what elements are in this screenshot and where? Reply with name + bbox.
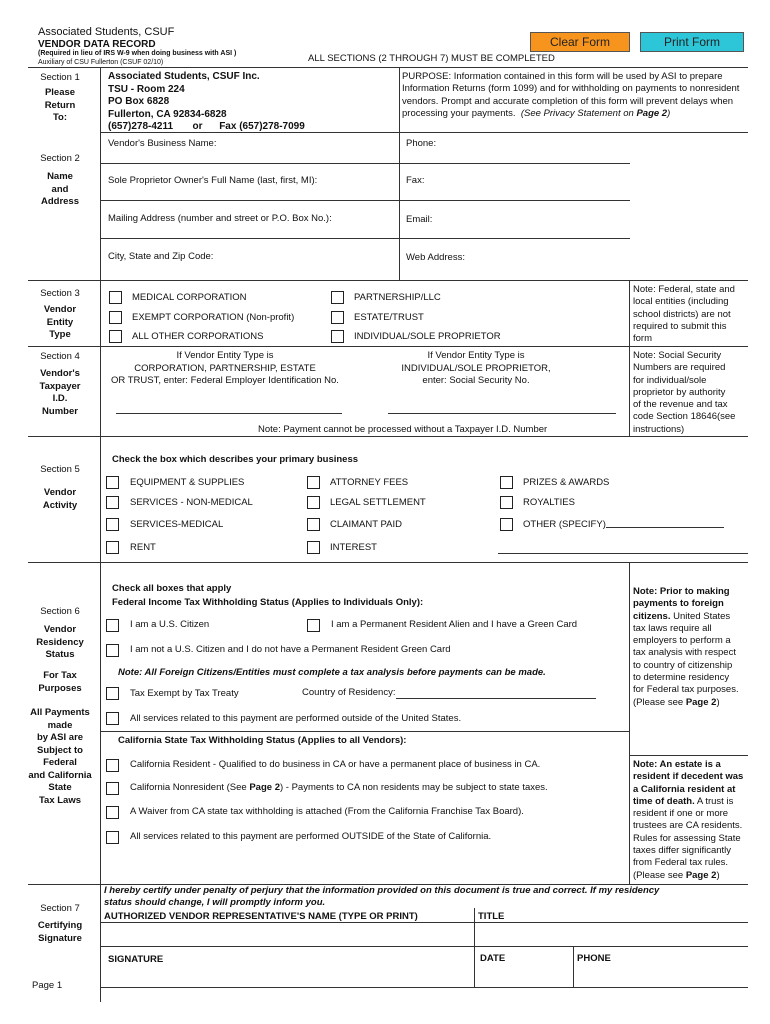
tax-exempt-checkbox[interactable] xyxy=(106,687,119,700)
section6-label: Section 6 xyxy=(40,606,80,617)
rep-name-input-line[interactable] xyxy=(100,946,748,947)
section5-title: Vendor Activity xyxy=(42,487,78,511)
interest-checkbox[interactable] xyxy=(307,541,320,554)
all-other-corporations-checkbox[interactable] xyxy=(109,330,122,343)
rule xyxy=(100,200,630,201)
other-specify-line-1[interactable] xyxy=(606,527,724,528)
green-card-checkbox[interactable] xyxy=(307,619,320,632)
other-specify-label: OTHER (SPECIFY) xyxy=(523,519,606,530)
section1-2-mid-divider xyxy=(399,68,400,280)
page-number: Page 1 xyxy=(32,980,63,991)
tax-exempt-label: Tax Exempt by Tax Treaty xyxy=(130,688,239,699)
rule xyxy=(474,908,475,988)
auxiliary-note: Auxiliary of CSU Fullerton (CSUF 02/10) xyxy=(38,59,164,66)
us-citizen-checkbox[interactable] xyxy=(106,619,119,632)
partnership-checkbox[interactable] xyxy=(331,291,344,304)
all-sections-note: ALL SECTIONS (2 THROUGH 7) MUST BE COMPLETED xyxy=(308,53,555,64)
rent-checkbox[interactable] xyxy=(106,541,119,554)
services-medical-checkbox[interactable] xyxy=(106,518,119,531)
form-subtitle: (Required in lieu of IRS W-9 when doing business with ASI ) xyxy=(38,50,237,57)
rule xyxy=(629,755,748,756)
fein-input-line[interactable] xyxy=(116,413,342,414)
all-payments-note: All Payments made by ASI are Subject to Federal and California State Tax Laws xyxy=(28,707,92,806)
exempt-corporation-label: EXEMPT CORPORATION (Non-profit) xyxy=(132,312,295,323)
email-field[interactable]: Email: xyxy=(406,214,433,225)
rule xyxy=(100,238,630,239)
signature-label: SIGNATURE xyxy=(108,954,164,965)
entity-note: Note: Federal, state and local entities (including school districts) are not required to submit this form xyxy=(633,284,735,345)
ssn-input-line[interactable] xyxy=(388,413,616,414)
us-citizen-label: I am a U.S. Citizen xyxy=(130,619,210,630)
rent-label: RENT xyxy=(130,542,156,553)
ssn-instructions: If Vendor Entity Type is INDIVIDUAL/SOLE PROPRIETOR, enter: Social Security No. xyxy=(401,350,551,386)
left-divider xyxy=(100,68,101,1002)
section3-label: Section 3 xyxy=(40,288,80,299)
prizes-awards-checkbox[interactable] xyxy=(500,476,513,489)
section7-title: Certifying Signature xyxy=(37,920,83,944)
estate-note: Note: An estate is a resident if decedent was a California resident at time of death. A trust is resident if one or more trustees are CA residents. Rules for assessing State taxes differ significantly from Federal tax rules. (Please see Page 2) xyxy=(633,759,744,881)
prizes-awards-label: PRIZES & AWARDS xyxy=(523,477,610,488)
country-of-residency-label: Country of Residency: xyxy=(302,687,396,698)
section6-title: Vendor Residency Status xyxy=(36,624,84,660)
owner-name-field[interactable]: Sole Proprietor Owner's Full Name (last, first, MI): xyxy=(108,175,318,186)
primary-business-heading: Check the box which describes your primary business xyxy=(112,454,359,465)
section1-title: Please Return To: xyxy=(44,87,76,123)
certification-statement: I hereby certify under penalty of perjury that the information provided on this document is true and correct. If my residency status should change, I will promptly inform you. xyxy=(104,885,660,908)
section2-label: Section 2 xyxy=(40,153,80,164)
claimant-paid-label: CLAIMANT PAID xyxy=(330,519,402,530)
ca-nonresident-checkbox[interactable] xyxy=(106,782,119,795)
date-label: DATE xyxy=(480,953,506,964)
section5-label: Section 5 xyxy=(40,464,80,475)
section1-bottom-rule xyxy=(100,132,748,133)
check-all-heading: Check all boxes that apply xyxy=(112,583,232,594)
individual-checkbox[interactable] xyxy=(331,330,344,343)
federal-heading: Federal Income Tax Withholding Status (Applies to Individuals Only): xyxy=(112,597,424,608)
fax-field[interactable]: Fax: xyxy=(406,175,425,186)
rep-name-label: AUTHORIZED VENDOR REPRESENTATIVE'S NAME (TYPE OR PRINT) xyxy=(104,911,418,922)
estate-trust-label: ESTATE/TRUST xyxy=(354,312,424,323)
ssn-note: Note: Social Security Numbers are required for individual/sole proprietor by authority of the revenue and tax code Section 18646(see instructions) xyxy=(633,350,736,435)
other-specify-checkbox[interactable] xyxy=(500,518,513,531)
print-form-button[interactable]: Print Form xyxy=(640,32,744,52)
rule xyxy=(100,163,630,164)
individual-label: INDIVIDUAL/SOLE PROPRIETOR xyxy=(354,331,501,342)
fein-instructions: If Vendor Entity Type is CORPORATION, PARTNERSHIP, ESTATE OR TRUST, enter: Federal Employer Identification No. xyxy=(111,350,339,386)
rule xyxy=(629,280,630,436)
section2-title: Name and Address xyxy=(40,171,79,207)
form-title: VENDOR DATA RECORD xyxy=(38,39,156,50)
web-address-field[interactable]: Web Address: xyxy=(406,252,465,263)
ca-nonresident-label: California Nonresident (See Page 2) - Payments to CA non residents may be subject to state taxes. xyxy=(130,782,548,793)
ca-outside-checkbox[interactable] xyxy=(106,831,119,844)
legal-settlement-checkbox[interactable] xyxy=(307,496,320,509)
city-state-zip-field[interactable]: City, State and Zip Code: xyxy=(108,251,214,262)
phone-label: PHONE xyxy=(577,953,611,964)
royalties-label: ROYALTIES xyxy=(523,497,575,508)
foreign-citizen-note: Note: Prior to making payments to foreign citizens. United States tax laws require all employers to perform a tax analysis with respect to country of citizenship to determine residency for Federal tax purposes. (Please see Page 2) xyxy=(633,586,739,708)
rule xyxy=(28,562,748,563)
outside-us-checkbox[interactable] xyxy=(106,712,119,725)
all-other-corporations-label: ALL OTHER CORPORATIONS xyxy=(132,331,264,342)
mailing-address-field[interactable]: Mailing Address (number and street or P.O. Box No.): xyxy=(108,213,332,224)
top-rule xyxy=(28,67,748,68)
business-name-field[interactable]: Vendor's Business Name: xyxy=(108,138,217,149)
equipment-label: EQUIPMENT & SUPPLIES xyxy=(130,477,245,488)
clear-form-button[interactable]: Clear Form xyxy=(530,32,630,52)
return-address: Associated Students, CSUF Inc. TSU - Room 224 PO Box 6828 Fullerton, CA 92834-6828 (657)278-4211 or Fax (657)278-7099 xyxy=(108,71,305,132)
medical-corporation-label: MEDICAL CORPORATION xyxy=(132,292,247,303)
ca-heading: California State Tax Withholding Status (Applies to all Vendors): xyxy=(118,735,407,746)
section3-title: Vendor Entity Type xyxy=(43,304,77,340)
legal-settlement-label: LEGAL SETTLEMENT xyxy=(330,497,426,508)
title-label: TITLE xyxy=(478,911,505,922)
medical-corporation-checkbox[interactable] xyxy=(109,291,122,304)
rule xyxy=(28,346,748,347)
ca-resident-checkbox[interactable] xyxy=(106,759,119,772)
rule xyxy=(100,731,630,732)
other-specify-line-2[interactable] xyxy=(498,553,748,554)
purpose-statement: PURPOSE: Information contained in this form will be used by ASI to prepare Information Returns (form 1099) and for withholding on payments to nonresident vendors. Prompt and accurate completion of this form will prevent delays when processing your payments. (See Privacy Statement on Page 2) xyxy=(402,71,740,119)
outside-us-label: All services related to this payment are performed outside of the United States. xyxy=(130,713,462,724)
interest-label: INTEREST xyxy=(330,542,377,553)
section1-label: Section 1 xyxy=(40,72,80,83)
rule xyxy=(100,922,748,923)
ca-resident-label: California Resident - Qualified to do business in CA or have a permanent place of business in CA. xyxy=(130,759,541,770)
section4-title: Vendor's Taxpayer I.D. Number xyxy=(39,368,81,417)
rule xyxy=(629,562,630,884)
section4-label: Section 4 xyxy=(40,351,80,362)
claimant-paid-checkbox[interactable] xyxy=(307,518,320,531)
estate-trust-checkbox[interactable] xyxy=(331,311,344,324)
services-nonmedical-checkbox[interactable] xyxy=(106,496,119,509)
green-card-label: I am a Permanent Resident Alien and I have a Green Card xyxy=(331,619,578,630)
org-name: Associated Students, CSUF xyxy=(38,26,175,38)
payment-note: Note: Payment cannot be processed without a Taxpayer I.D. Number xyxy=(258,424,548,435)
country-of-residency-input[interactable] xyxy=(396,698,596,699)
foreign-citizens-note: Note: All Foreign Citizens/Entities must complete a tax analysis before payments can be made. xyxy=(118,667,546,678)
royalties-checkbox[interactable] xyxy=(500,496,513,509)
ca-outside-label: All services related to this payment are performed OUTSIDE of the State of California. xyxy=(130,831,492,842)
exempt-corporation-checkbox[interactable] xyxy=(109,311,122,324)
attorney-fees-label: ATTORNEY FEES xyxy=(330,477,409,488)
section7-label: Section 7 xyxy=(40,903,80,914)
not-citizen-label: I am not a U.S. Citizen and I do not have a Permanent Resident Green Card xyxy=(130,644,451,655)
not-citizen-checkbox[interactable] xyxy=(106,644,119,657)
rule xyxy=(28,436,748,437)
services-nonmedical-label: SERVICES - NON-MEDICAL xyxy=(130,497,253,508)
services-medical-label: SERVICES-MEDICAL xyxy=(130,519,224,530)
rule xyxy=(573,947,574,988)
for-tax-purposes: For Tax Purposes xyxy=(38,670,82,694)
ca-waiver-label: A Waiver from CA state tax withholding is attached (From the California Franchise Tax Board). xyxy=(130,806,524,817)
partnership-label: PARTNERSHIP/LLC xyxy=(354,292,441,303)
signature-input-line[interactable] xyxy=(100,987,748,988)
ca-waiver-checkbox[interactable] xyxy=(106,806,119,819)
equipment-checkbox[interactable] xyxy=(106,476,119,489)
attorney-fees-checkbox[interactable] xyxy=(307,476,320,489)
rule xyxy=(28,280,748,281)
phone-field[interactable]: Phone: xyxy=(406,138,437,149)
